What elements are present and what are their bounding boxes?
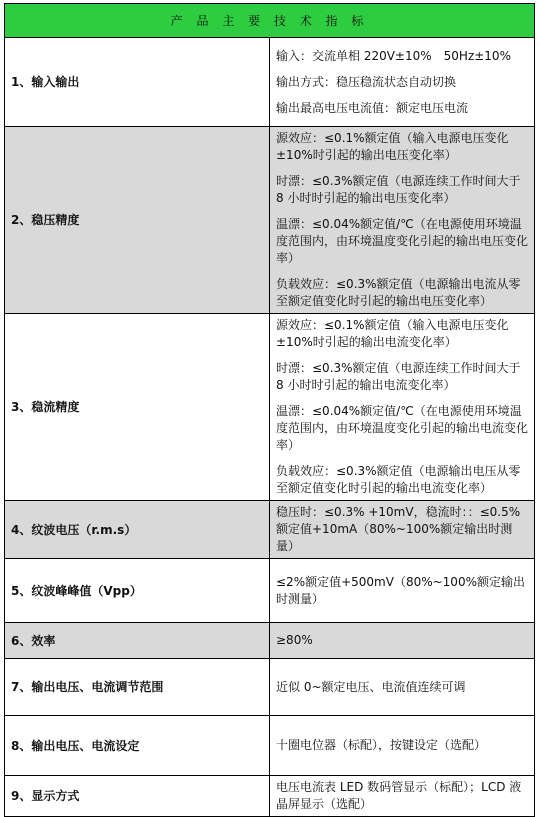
spec-line: 输入：交流单相 220V±10% 50Hz±10% (276, 48, 511, 63)
spec-line: 负载效应：≤0.3%额定值（电源输出电压从零至额定值变化时引起的输出电流变化率） (276, 464, 521, 495)
row-content (270, 501, 535, 559)
table-row (5, 501, 535, 559)
table-row (5, 716, 535, 776)
row-content (270, 559, 535, 623)
spec-line: 时漂：≤0.3%额定值（电源连续工作时间大于 8 小时时引起的输出电流变化率） (276, 361, 521, 392)
spec-line: 十圈电位器（标配），按键设定（选配） (276, 738, 487, 752)
spec-line: 负载效应：≤0.3%额定值（电源输出电流从零至额定值变化时引起的输出电压变化率） (276, 277, 521, 308)
row-content (270, 776, 535, 817)
table-row (5, 776, 535, 817)
table-header-row (5, 4, 535, 38)
table-row (5, 623, 535, 659)
table-row (5, 38, 535, 127)
spec-line: 近似 0~额定电压、电流值连续可调 (276, 679, 466, 694)
row-content (270, 127, 535, 314)
row-label: 2、稳压精度 (5, 127, 270, 314)
row-content (270, 623, 535, 659)
row-content (270, 314, 535, 501)
spec-line: 温漂：≤0.04%额定值/℃（在电源使用环境温度范围内，由环境温度变化引起的输出电压变化率） (276, 217, 529, 265)
spec-line: 输出最高电压电流值：额定电压电流 (276, 100, 469, 115)
row-label: 1、输入输出 (5, 38, 270, 127)
table-title: 产 品 主 要 技 术 指 标 (5, 4, 535, 38)
spec-line: 输出方式：稳压稳流状态自动切换 (276, 74, 457, 89)
row-label: 7、输出电压、电流调节范围 (5, 659, 270, 716)
row-label: 8、输出电压、电流设定 (5, 716, 270, 776)
spec-table (4, 3, 535, 817)
row-label: 6、效率 (5, 623, 270, 659)
table-row (5, 659, 535, 716)
spec-line: 温漂：≤0.04%额定值/℃（在电源使用环境温度范围内，由环境温度变化引起的输出电流变化率） (276, 404, 529, 452)
spec-line: 电压电流表 LED 数码管显示（标配）；LCD 液晶屏显示（选配） (276, 780, 522, 811)
table-row (5, 127, 535, 314)
spec-line: ≥80% (276, 633, 313, 647)
spec-line: 时漂：≤0.3%额定值（电源连续工作时间大于 8 小时时引起的输出电压变化率） (276, 174, 521, 205)
row-content (270, 716, 535, 776)
spec-line: 源效应：≤0.1%额定值（输入电源电压变化±10%时引起的输出电流变化率） (276, 318, 509, 349)
table-row (5, 559, 535, 623)
table-row (5, 314, 535, 501)
row-label: 3、稳流精度 (5, 314, 270, 501)
spec-line: ≤2%额定值+500mV（80%~100%额定输出时测量） (276, 574, 525, 606)
spec-line: 稳压时：≤0.3% +10mV，稳流时：：≤0.5%额定值+10mA（80%~100%额定输出时测量） (276, 505, 521, 553)
spec-line: 源效应：≤0.1%额定值（输入电源电压变化±10%时引起的输出电压变化率） (276, 131, 509, 162)
row-label: 9、显示方式 (5, 776, 270, 817)
row-content (270, 38, 535, 127)
row-label: 4、纹波电压（r.m.s） (5, 501, 270, 559)
row-content (270, 659, 535, 716)
row-label: 5、纹波峰峰值（Vpp） (5, 559, 270, 623)
